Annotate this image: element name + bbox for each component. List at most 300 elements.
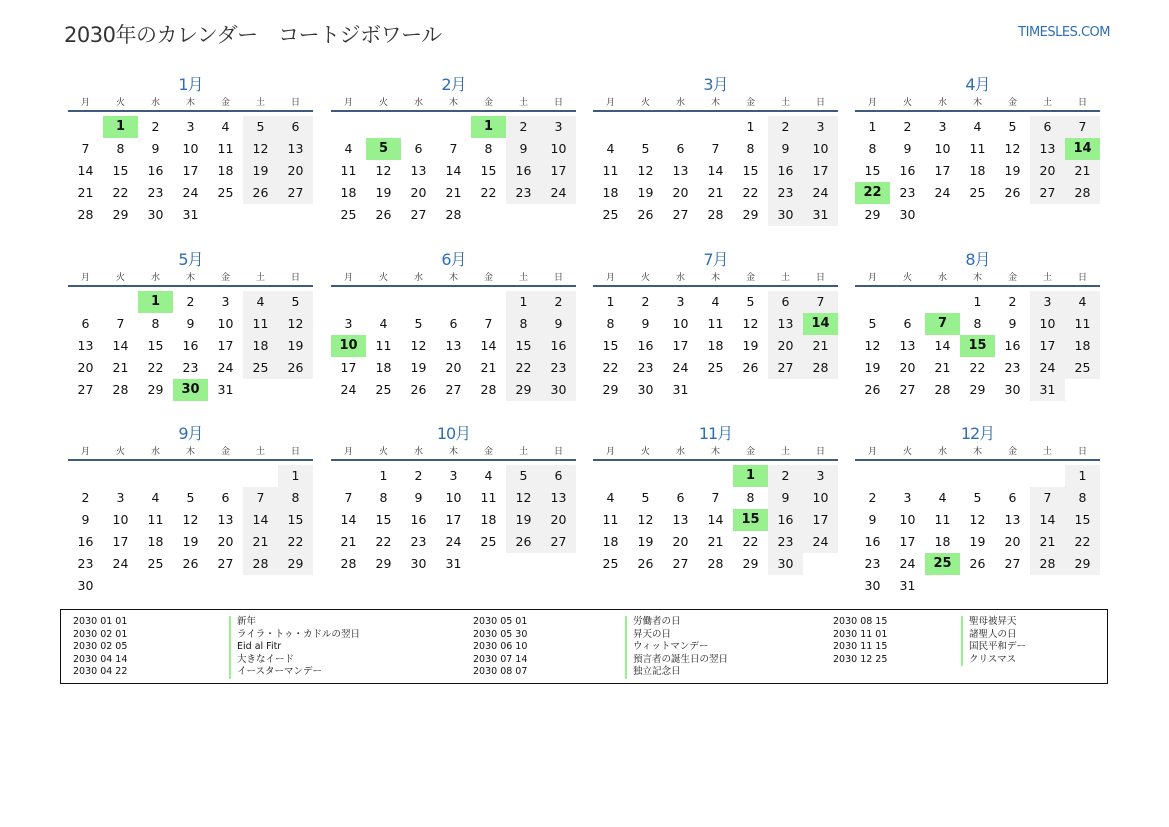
day-cell: 15 bbox=[480, 163, 497, 178]
day-cell: 24 bbox=[112, 556, 129, 571]
day-cell: 26 bbox=[864, 382, 881, 397]
day-cell: 30 bbox=[410, 556, 427, 571]
weekday-label: 金 bbox=[745, 273, 755, 283]
days-grid bbox=[331, 465, 576, 575]
day-cell: 6 bbox=[221, 490, 230, 505]
day-cell: 6 bbox=[676, 141, 685, 156]
empty-cell bbox=[366, 291, 401, 313]
day-cell: 20 bbox=[278, 160, 313, 182]
month-name: 4月 bbox=[965, 75, 990, 94]
day-cell: 12 bbox=[506, 487, 541, 509]
empty-cell bbox=[925, 291, 960, 313]
empty-cell bbox=[436, 116, 471, 138]
day-cell: 17 bbox=[899, 534, 916, 549]
month-calendar bbox=[593, 423, 838, 575]
month-calendar bbox=[331, 423, 576, 575]
day-cell: 14 bbox=[340, 512, 357, 527]
weekday-label: 火 bbox=[115, 98, 125, 108]
day-cell: 17 bbox=[182, 163, 199, 178]
day-cell: 11 bbox=[480, 490, 497, 505]
day-cell: 14 bbox=[243, 509, 278, 531]
day-cell: 23 bbox=[77, 556, 94, 571]
day-cell: 12 bbox=[637, 512, 654, 527]
weekday-label: 月 bbox=[605, 98, 615, 108]
holiday-day-cell: 14 bbox=[1065, 138, 1100, 160]
holiday-date: 2030 11 01 bbox=[833, 628, 888, 640]
empty-cell bbox=[103, 465, 138, 487]
weekday-label: 木 bbox=[185, 98, 195, 108]
month-calendar bbox=[331, 74, 576, 226]
day-cell: 29 bbox=[742, 556, 759, 571]
day-cell: 9 bbox=[768, 487, 803, 509]
day-cell: 27 bbox=[1004, 556, 1021, 571]
weekday-label: 金 bbox=[745, 447, 755, 457]
day-cell: 12 bbox=[864, 338, 881, 353]
day-cell: 28 bbox=[803, 357, 838, 379]
day-cell: 9 bbox=[506, 138, 541, 160]
day-cell: 15 bbox=[1065, 509, 1100, 531]
weekday-label: 木 bbox=[448, 98, 458, 108]
day-cell: 23 bbox=[864, 556, 881, 571]
days-grid bbox=[855, 465, 1100, 597]
day-cell: 26 bbox=[1004, 185, 1021, 200]
day-cell: 20 bbox=[541, 509, 576, 531]
weekday-label: 土 bbox=[1042, 98, 1052, 108]
day-cell: 16 bbox=[899, 163, 916, 178]
weekday-label: 火 bbox=[902, 447, 912, 457]
day-cell: 22 bbox=[1065, 531, 1100, 553]
day-cell: 24 bbox=[445, 534, 462, 549]
weekday-header bbox=[68, 445, 313, 461]
day-cell: 20 bbox=[672, 534, 689, 549]
day-cell: 16 bbox=[506, 160, 541, 182]
day-cell: 24 bbox=[182, 185, 199, 200]
weekday-label: 木 bbox=[972, 98, 982, 108]
holiday-day-cell: 1 bbox=[138, 291, 173, 313]
day-cell: 25 bbox=[147, 556, 164, 571]
day-cell: 10 bbox=[217, 316, 234, 331]
weekday-label: 日 bbox=[290, 273, 300, 283]
day-cell: 30 bbox=[899, 207, 916, 222]
holiday-day-cell: 22 bbox=[855, 182, 890, 204]
weekday-label: 火 bbox=[902, 98, 912, 108]
day-cell: 9 bbox=[186, 316, 195, 331]
day-cell: 26 bbox=[182, 556, 199, 571]
holiday-day-cell: 5 bbox=[366, 138, 401, 160]
day-cell: 2 bbox=[641, 294, 650, 309]
day-cell: 24 bbox=[217, 360, 234, 375]
weekday-label: 木 bbox=[448, 273, 458, 283]
holiday-day-cell: 1 bbox=[103, 116, 138, 138]
day-cell: 11 bbox=[340, 163, 357, 178]
weekday-header bbox=[331, 96, 576, 112]
day-cell: 16 bbox=[1004, 338, 1021, 353]
day-cell: 27 bbox=[899, 382, 916, 397]
weekday-label: 金 bbox=[220, 273, 230, 283]
day-cell: 9 bbox=[414, 490, 423, 505]
day-cell: 1 bbox=[278, 465, 313, 487]
day-cell: 6 bbox=[541, 465, 576, 487]
holiday-name: 諸聖人の日 bbox=[961, 629, 1026, 642]
day-cell: 9 bbox=[541, 313, 576, 335]
day-cell: 31 bbox=[1030, 379, 1065, 401]
day-cell: 2 bbox=[768, 116, 803, 138]
empty-cell bbox=[331, 116, 366, 138]
day-cell: 17 bbox=[445, 512, 462, 527]
day-cell: 15 bbox=[375, 512, 392, 527]
holiday-date: 2030 04 22 bbox=[73, 666, 128, 677]
empty-cell bbox=[331, 465, 366, 487]
day-cell: 7 bbox=[711, 141, 720, 156]
day-cell: 26 bbox=[243, 182, 278, 204]
empty-cell bbox=[331, 291, 366, 313]
month-calendar bbox=[68, 249, 313, 401]
day-cell: 15 bbox=[112, 163, 129, 178]
day-cell: 21 bbox=[243, 531, 278, 553]
day-cell: 6 bbox=[676, 490, 685, 505]
day-cell: 13 bbox=[541, 487, 576, 509]
legend-date-column bbox=[833, 616, 887, 666]
day-cell: 7 bbox=[449, 141, 458, 156]
day-cell: 9 bbox=[641, 316, 650, 331]
day-cell: 25 bbox=[480, 534, 497, 549]
empty-cell bbox=[471, 291, 506, 313]
day-cell: 14 bbox=[445, 163, 462, 178]
day-cell: 23 bbox=[768, 531, 803, 553]
day-cell: 25 bbox=[969, 185, 986, 200]
day-cell: 10 bbox=[672, 316, 689, 331]
day-cell: 24 bbox=[340, 382, 357, 397]
day-cell: 20 bbox=[1030, 160, 1065, 182]
day-cell: 6 bbox=[81, 316, 90, 331]
day-cell: 25 bbox=[340, 207, 357, 222]
day-cell: 12 bbox=[742, 316, 759, 331]
day-cell: 19 bbox=[742, 338, 759, 353]
holiday-date: 2030 02 05 bbox=[73, 641, 128, 652]
day-cell: 16 bbox=[77, 534, 94, 549]
weekday-label: 金 bbox=[1007, 447, 1017, 457]
day-cell: 14 bbox=[934, 338, 951, 353]
day-cell: 26 bbox=[742, 360, 759, 375]
day-cell: 19 bbox=[969, 534, 986, 549]
holiday-date: 2030 02 01 bbox=[73, 628, 128, 640]
day-cell: 28 bbox=[707, 556, 724, 571]
month-calendar bbox=[331, 249, 576, 401]
month-calendar bbox=[593, 249, 838, 401]
day-cell: 15 bbox=[864, 163, 881, 178]
day-cell: 4 bbox=[484, 468, 493, 483]
day-cell: 13 bbox=[1030, 138, 1065, 160]
day-cell: 17 bbox=[340, 360, 357, 375]
day-cell: 2 bbox=[186, 294, 195, 309]
day-cell: 7 bbox=[116, 316, 125, 331]
day-cell: 20 bbox=[768, 335, 803, 357]
day-cell: 4 bbox=[243, 291, 278, 313]
day-cell: 4 bbox=[221, 119, 230, 134]
holiday-day-cell: 14 bbox=[803, 313, 838, 335]
day-cell: 19 bbox=[375, 185, 392, 200]
day-cell: 28 bbox=[1065, 182, 1100, 204]
weekday-label: 土 bbox=[780, 447, 790, 457]
day-cell: 5 bbox=[506, 465, 541, 487]
day-cell: 7 bbox=[711, 490, 720, 505]
day-cell: 16 bbox=[768, 509, 803, 531]
holiday-date: 2030 01 01 bbox=[73, 616, 128, 627]
day-cell: 3 bbox=[541, 116, 576, 138]
day-cell: 2 bbox=[868, 490, 877, 505]
holiday-legend bbox=[60, 609, 1108, 684]
day-cell: 3 bbox=[449, 468, 458, 483]
day-cell: 30 bbox=[541, 379, 576, 401]
weekday-label: 木 bbox=[710, 447, 720, 457]
empty-cell bbox=[593, 116, 628, 138]
holiday-date: 2030 05 01 bbox=[473, 616, 528, 627]
weekday-label: 土 bbox=[518, 447, 528, 457]
day-cell: 27 bbox=[410, 207, 427, 222]
month-name: 6月 bbox=[441, 250, 466, 269]
days-grid bbox=[593, 465, 838, 575]
weekday-header bbox=[331, 445, 576, 461]
holiday-day-cell: 15 bbox=[960, 335, 995, 357]
weekday-label: 土 bbox=[255, 273, 265, 283]
legend-date-column bbox=[73, 616, 127, 679]
day-cell: 5 bbox=[1008, 119, 1017, 134]
day-cell: 22 bbox=[278, 531, 313, 553]
day-cell: 29 bbox=[375, 556, 392, 571]
day-cell: 17 bbox=[1030, 335, 1065, 357]
day-cell: 5 bbox=[186, 490, 195, 505]
weekday-label: 火 bbox=[378, 273, 388, 283]
day-cell: 12 bbox=[969, 512, 986, 527]
day-cell: 26 bbox=[969, 556, 986, 571]
day-cell: 9 bbox=[1008, 316, 1017, 331]
day-cell: 29 bbox=[742, 207, 759, 222]
day-cell: 24 bbox=[934, 185, 951, 200]
holiday-name: 預言者の誕生日の翌日 bbox=[625, 654, 728, 667]
day-cell: 7 bbox=[344, 490, 353, 505]
day-cell: 4 bbox=[711, 294, 720, 309]
weekday-label: 月 bbox=[867, 98, 877, 108]
day-cell: 25 bbox=[243, 357, 278, 379]
day-cell: 24 bbox=[672, 360, 689, 375]
day-cell: 23 bbox=[147, 185, 164, 200]
day-cell: 13 bbox=[217, 512, 234, 527]
day-cell: 21 bbox=[480, 360, 497, 375]
empty-cell bbox=[960, 465, 995, 487]
holiday-date: 2030 08 07 bbox=[473, 666, 528, 677]
weekday-label: 土 bbox=[780, 273, 790, 283]
weekday-label: 火 bbox=[640, 98, 650, 108]
day-cell: 21 bbox=[77, 185, 94, 200]
day-cell: 21 bbox=[707, 534, 724, 549]
day-cell: 13 bbox=[672, 512, 689, 527]
day-cell: 2 bbox=[151, 119, 160, 134]
day-cell: 16 bbox=[147, 163, 164, 178]
weekday-header bbox=[593, 271, 838, 287]
holiday-day-cell: 30 bbox=[173, 379, 208, 401]
day-cell: 23 bbox=[182, 360, 199, 375]
day-cell: 26 bbox=[278, 357, 313, 379]
weekday-label: 日 bbox=[553, 447, 563, 457]
day-cell: 13 bbox=[672, 163, 689, 178]
weekday-label: 水 bbox=[150, 98, 160, 108]
day-cell: 21 bbox=[1065, 160, 1100, 182]
day-cell: 3 bbox=[903, 490, 912, 505]
day-cell: 12 bbox=[1004, 141, 1021, 156]
day-cell: 24 bbox=[1030, 357, 1065, 379]
day-cell: 3 bbox=[344, 316, 353, 331]
day-cell: 12 bbox=[182, 512, 199, 527]
day-cell: 1 bbox=[1065, 465, 1100, 487]
day-cell: 23 bbox=[410, 534, 427, 549]
day-cell: 1 bbox=[606, 294, 615, 309]
day-cell: 2 bbox=[81, 490, 90, 505]
brand-link[interactable]: TIMESLES.COM bbox=[1018, 25, 1110, 40]
day-cell: 29 bbox=[278, 553, 313, 575]
holiday-name: クリスマス bbox=[961, 654, 1026, 667]
day-cell: 2 bbox=[506, 116, 541, 138]
day-cell: 11 bbox=[243, 313, 278, 335]
weekday-label: 月 bbox=[867, 447, 877, 457]
day-cell: 12 bbox=[375, 163, 392, 178]
empty-cell bbox=[68, 116, 103, 138]
day-cell: 18 bbox=[340, 185, 357, 200]
day-cell: 19 bbox=[506, 509, 541, 531]
day-cell: 9 bbox=[903, 141, 912, 156]
days-grid bbox=[855, 291, 1100, 401]
day-cell: 24 bbox=[541, 182, 576, 204]
day-cell: 10 bbox=[803, 138, 838, 160]
day-cell: 14 bbox=[707, 512, 724, 527]
day-cell: 19 bbox=[637, 185, 654, 200]
day-cell: 5 bbox=[641, 141, 650, 156]
day-cell: 18 bbox=[934, 534, 951, 549]
day-cell: 11 bbox=[969, 141, 986, 156]
weekday-label: 水 bbox=[675, 273, 685, 283]
day-cell: 20 bbox=[1004, 534, 1021, 549]
day-cell: 31 bbox=[182, 207, 199, 222]
day-cell: 27 bbox=[541, 531, 576, 553]
month-name: 2月 bbox=[441, 75, 466, 94]
day-cell: 8 bbox=[973, 316, 982, 331]
holiday-name: イースターマンデー bbox=[229, 666, 360, 679]
month-calendar bbox=[68, 74, 313, 226]
day-cell: 15 bbox=[278, 509, 313, 531]
month-name: 11月 bbox=[698, 424, 733, 443]
holiday-date: 2030 11 15 bbox=[833, 641, 888, 652]
day-cell: 4 bbox=[151, 490, 160, 505]
day-cell: 31 bbox=[445, 556, 462, 571]
day-cell: 23 bbox=[768, 182, 803, 204]
day-cell: 30 bbox=[1004, 382, 1021, 397]
empty-cell bbox=[103, 291, 138, 313]
month-calendar bbox=[68, 423, 313, 597]
weekday-label: 日 bbox=[290, 98, 300, 108]
weekday-label: 水 bbox=[413, 98, 423, 108]
holiday-day-cell: 10 bbox=[331, 335, 366, 357]
day-cell: 18 bbox=[147, 534, 164, 549]
day-cell: 13 bbox=[445, 338, 462, 353]
day-cell: 2 bbox=[1008, 294, 1017, 309]
day-cell: 4 bbox=[379, 316, 388, 331]
day-cell: 11 bbox=[147, 512, 164, 527]
day-cell: 30 bbox=[637, 382, 654, 397]
day-cell: 29 bbox=[602, 382, 619, 397]
day-cell: 1 bbox=[506, 291, 541, 313]
day-cell: 20 bbox=[445, 360, 462, 375]
day-cell: 11 bbox=[375, 338, 392, 353]
day-cell: 18 bbox=[969, 163, 986, 178]
day-cell: 21 bbox=[803, 335, 838, 357]
empty-cell bbox=[855, 465, 890, 487]
day-cell: 25 bbox=[602, 207, 619, 222]
day-cell: 11 bbox=[602, 512, 619, 527]
day-cell: 13 bbox=[899, 338, 916, 353]
month-name: 10月 bbox=[436, 424, 471, 443]
month-name: 8月 bbox=[965, 250, 990, 269]
day-cell: 3 bbox=[938, 119, 947, 134]
day-cell: 27 bbox=[77, 382, 94, 397]
day-cell: 15 bbox=[147, 338, 164, 353]
empty-cell bbox=[663, 465, 698, 487]
day-cell: 25 bbox=[217, 185, 234, 200]
weekday-label: 水 bbox=[937, 98, 947, 108]
weekday-label: 日 bbox=[290, 447, 300, 457]
day-cell: 31 bbox=[899, 578, 916, 593]
holiday-date: 2030 07 14 bbox=[473, 653, 528, 665]
weekday-label: 土 bbox=[255, 98, 265, 108]
day-cell: 11 bbox=[707, 316, 724, 331]
day-cell: 19 bbox=[278, 335, 313, 357]
weekday-header bbox=[593, 96, 838, 112]
day-cell: 19 bbox=[410, 360, 427, 375]
day-cell: 10 bbox=[899, 512, 916, 527]
day-cell: 25 bbox=[707, 360, 724, 375]
day-cell: 6 bbox=[768, 291, 803, 313]
day-cell: 31 bbox=[672, 382, 689, 397]
weekday-label: 火 bbox=[902, 273, 912, 283]
day-cell: 18 bbox=[707, 338, 724, 353]
month-name: 3月 bbox=[703, 75, 728, 94]
day-cell: 20 bbox=[672, 185, 689, 200]
day-cell: 30 bbox=[864, 578, 881, 593]
day-cell: 7 bbox=[803, 291, 838, 313]
day-cell: 13 bbox=[768, 313, 803, 335]
day-cell: 11 bbox=[934, 512, 951, 527]
day-cell: 27 bbox=[672, 207, 689, 222]
day-cell: 5 bbox=[746, 294, 755, 309]
day-cell: 5 bbox=[973, 490, 982, 505]
day-cell: 29 bbox=[112, 207, 129, 222]
weekday-label: 日 bbox=[815, 447, 825, 457]
holiday-name: 独立記念日 bbox=[625, 666, 728, 679]
day-cell: 19 bbox=[243, 160, 278, 182]
day-cell: 29 bbox=[969, 382, 986, 397]
day-cell: 29 bbox=[506, 379, 541, 401]
weekday-label: 月 bbox=[80, 273, 90, 283]
day-cell: 9 bbox=[768, 138, 803, 160]
day-cell: 30 bbox=[147, 207, 164, 222]
day-cell: 21 bbox=[445, 185, 462, 200]
day-cell: 29 bbox=[864, 207, 881, 222]
page-title: 2030年のカレンダー コートジボワール bbox=[64, 23, 442, 47]
days-grid bbox=[593, 291, 838, 401]
day-cell: 12 bbox=[278, 313, 313, 335]
day-cell: 3 bbox=[676, 294, 685, 309]
day-cell: 28 bbox=[480, 382, 497, 397]
day-cell: 26 bbox=[637, 556, 654, 571]
day-cell: 10 bbox=[803, 487, 838, 509]
